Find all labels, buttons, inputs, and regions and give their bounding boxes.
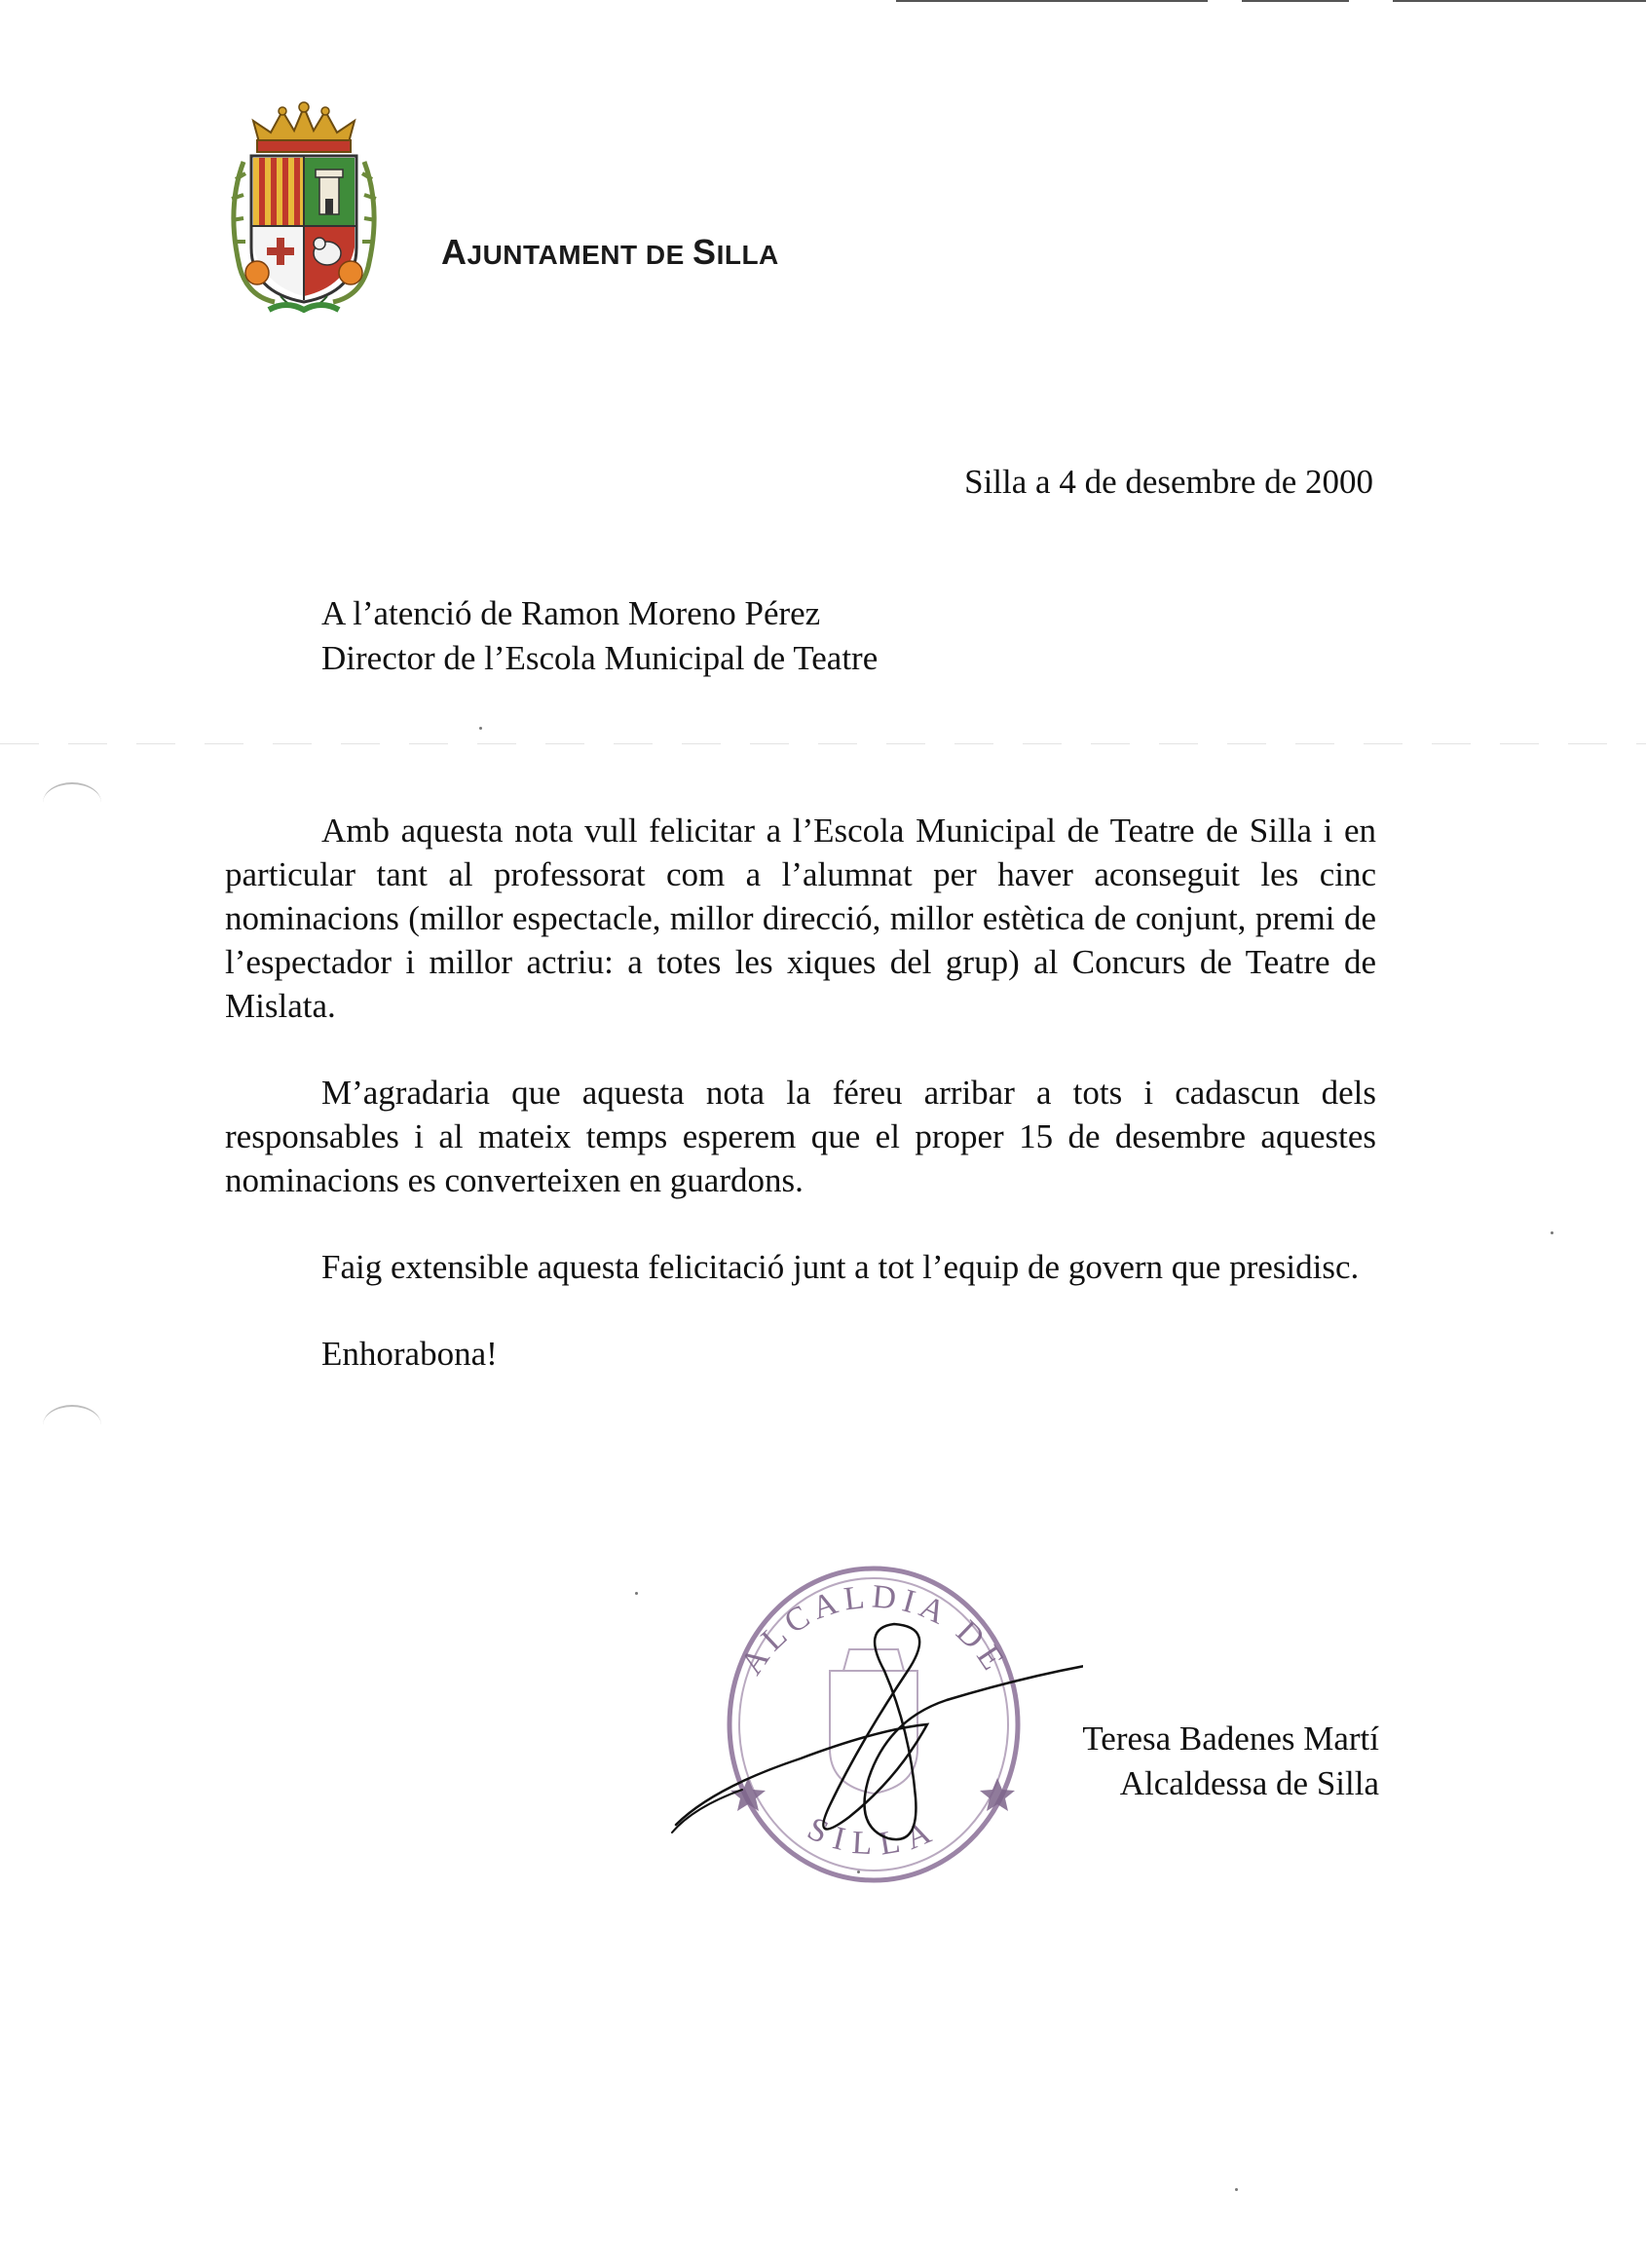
- signatory-title: Alcaldessa de Silla: [1119, 1764, 1379, 1802]
- body-paragraph: M’agradaria que aquesta nota la féreu arribar a tots i cadascun dels responsables i al mateix temps esperem que el proper 15 de desembre aquestes nominacions es converteixen en guardons.: [225, 1074, 1376, 1199]
- signatory-name: Teresa Badenes Martí: [1082, 1720, 1379, 1758]
- official-stamp: [655, 1534, 1083, 1905]
- stamp-star-icon: [730, 1778, 1015, 1811]
- letter-date: Silla a 4 de desembre de 2000: [964, 463, 1373, 501]
- svg-text:ALCALDIA DE: [733, 1578, 1014, 1681]
- stamp-text-bottom: SILLA: [802, 1810, 946, 1863]
- recipient-name-line: A l’atenció de Ramon Moreno Pérez: [321, 594, 821, 632]
- scan-speck: [1235, 2188, 1238, 2191]
- scan-edge-mark: [1242, 0, 1349, 2]
- recipient-block: [321, 591, 878, 681]
- stamp-text-top: ALCALDIA DE: [733, 1578, 1014, 1682]
- stamp-crest-icon: [830, 1649, 917, 1794]
- scan-speck: [635, 1592, 638, 1595]
- punch-hole-mark: [43, 1405, 101, 1446]
- punch-hole-mark: [43, 782, 101, 823]
- scan-edge-mark: [1393, 0, 1646, 2]
- letter-body: [225, 809, 1376, 1418]
- fold-line: [0, 743, 1646, 744]
- organization-name: AJUNTAMENT DE SILLA: [441, 232, 779, 272]
- scan-speck: [1551, 1231, 1553, 1234]
- closing-paragraph: Enhorabona!: [321, 1335, 498, 1373]
- scan-speck: [479, 727, 482, 730]
- body-paragraph: Faig extensible aquesta felicitació junt a tot l’equip de govern que presidisc.: [321, 1248, 1360, 1286]
- body-paragraph: Amb aquesta nota vull felicitar a l’Escola Municipal de Teatre de Silla i en particular tant al professorat com a l’alumnat per haver aconseguit les cinc nominacions (millor espectacle, millor direcció, millor estètica de conjunt, premi de l’espectador i millor actriu: a totes les xiques del grup) al Concurs de Teatre de Mislata.: [225, 812, 1376, 1025]
- signature-block: [1082, 1717, 1379, 1806]
- recipient-title-line: Director de l’Escola Municipal de Teatre: [321, 639, 879, 677]
- scan-speck: [857, 1871, 860, 1873]
- crown-icon: [253, 102, 355, 152]
- scan-edge-mark: [896, 0, 1208, 2]
- municipal-coat-of-arms-icon: [222, 101, 386, 323]
